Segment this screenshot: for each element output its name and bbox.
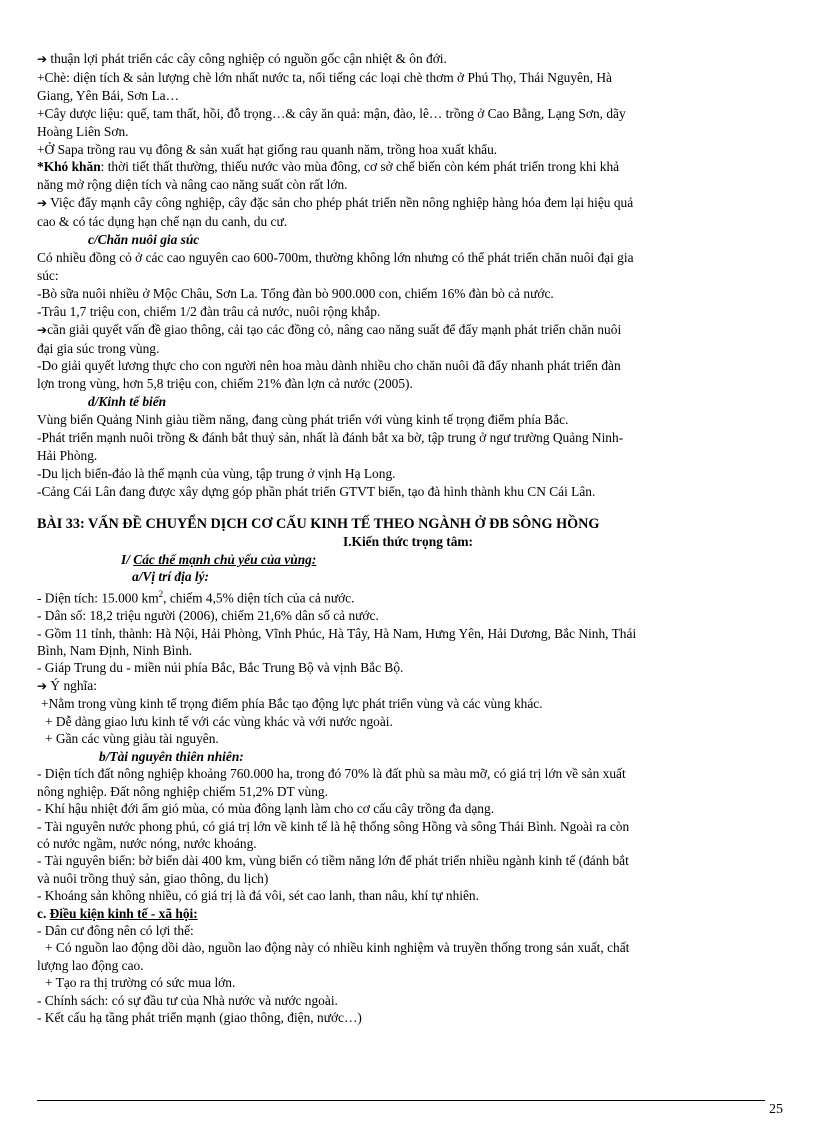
- text-line: + Dễ dàng giao lưu kinh tế với các vùng khác và với nước ngoài.: [45, 713, 393, 729]
- text-line: Hoàng Liên Sơn.: [37, 123, 129, 139]
- text-line: - Diện tích: 15.000 $km^2$, chiếm 4,5% diện tích của cả nước.: [37, 589, 355, 606]
- text-line: và nuôi trồng thuỷ sản, giao thông, du lịch): [37, 870, 269, 886]
- arrow-icon: ➔: [37, 52, 48, 66]
- text-line: cao & có tác dụng hạn chế nạn du canh, du cư.: [37, 214, 288, 230]
- text-line: +Nằm trong vùng kinh tế trọng điểm phía Bắc tạo động lực phát triển vùng và các vùng khác.: [41, 696, 543, 712]
- text-line: + Có nguồn lao động dồi dào, nguồn lao động này có nhiều kinh nghiệm và truyền thống trong sản xuất, chất: [45, 940, 630, 956]
- text-line: - Dân số: 18,2 triệu người (2006), chiếm 21,6% dân số cả nước.: [37, 608, 379, 624]
- arrow-icon: ➔: [37, 678, 48, 693]
- text-line: - Khoáng sản không nhiều, có giá trị là đá vôi, sét cao lanh, than nâu, khí tự nhiên.: [37, 888, 479, 904]
- label-kho-khan: *Khó khăn: [37, 159, 101, 175]
- text-line: + Tạo ra thị trường có sức mua lớn.: [45, 975, 236, 991]
- text-line: ➔ thuận lợi phát triển các cây công nghiệp có nguồn gốc cận nhiệt & ôn đới.: [37, 51, 447, 66]
- text-line: có nước ngầm, nước nóng, nước khoáng.: [37, 836, 257, 852]
- text-line: - Dân cư đông nên có lợi thế:: [37, 923, 194, 939]
- section-heading-c: c/Chăn nuôi gia súc: [88, 232, 200, 248]
- section-heading-c2: c. Điều kiện kinh tế - xã hội:: [37, 905, 198, 921]
- text-line: - Khí hậu nhiệt đới ẩm gió mùa, có mùa đông lạnh làm cho cơ cấu cây trồng đa dạng.: [37, 801, 495, 817]
- section-heading-d: d/Kinh tế biển: [88, 394, 167, 410]
- section-heading-b: b/Tài nguyên thiên nhiên:: [99, 748, 244, 764]
- text-line: ➔ Ý nghĩa:: [37, 677, 97, 693]
- text-line: -Phát triển mạnh nuôi trồng & đánh bắt thuỷ sản, nhất là đánh bắt xa bờ, tập trung ở ngư trường Quảng Ninh-: [37, 430, 624, 446]
- text-line: - Tài nguyên biển: bờ biển dài 400 km, vùng biển có tiềm năng lớn để phát triển nhiều ngành kinh tế (đánh bắt: [37, 853, 629, 869]
- lesson-title: BÀI 33: VẤN ĐỀ CHUYỂN DỊCH CƠ CẤU KINH TẾ THEO NGÀNH Ở ĐB SÔNG HỒNG: [37, 515, 600, 532]
- text-line: +Ở Sapa trồng rau vụ đông & sản xuất hạt giống rau quanh năm, trồng hoa xuất khẩu.: [37, 141, 498, 157]
- text-line: - Tài nguyên nước phong phú, có giá trị lớn về kinh tế là hệ thống sông Hồng và sông Thái Bình. Ngoài ra còn: [37, 818, 630, 834]
- text-line: -Cảng Cái Lân đang được xây dựng góp phần phát triển GTVT biển, tạo đà hình thành khu CN Cái Lân.: [37, 483, 596, 499]
- text-line: - Gồm 11 tỉnh, thành: Hà Nội, Hải Phòng, Vĩnh Phúc, Hà Tây, Hà Nam, Hưng Yên, Hải Dương, Bắc Ninh, Thái: [37, 625, 637, 641]
- text-line: Vùng biển Quảng Ninh giàu tiềm năng, đang cùng phát triển với vùng kinh tế trọng điểm phía Bắc.: [37, 412, 569, 428]
- text-line: súc:: [37, 267, 59, 283]
- text-line: Có nhiều đồng cỏ ở các cao nguyên cao 600-700m, thường không lớn nhưng có thể phát triển chăn nuôi đại gia: [37, 249, 634, 265]
- lesson-subtitle: I.Kiến thức trọng tâm:: [342, 533, 474, 549]
- text-line: - Giáp Trung du - miền núi phía Bắc, Bắc Trung Bộ và vịnh Bắc Bộ.: [37, 660, 404, 676]
- text-line: - Chính sách: có sự đầu tư của Nhà nước và nước ngoài.: [37, 992, 338, 1008]
- text-line: +Chè: diện tích & sản lượng chè lớn nhất nước ta, nổi tiếng các loại chè thơm ở Phú Thọ, Thái Nguyên, Hà: [37, 69, 612, 85]
- text-line: -Trâu 1,7 triệu con, chiếm 1/2 đàn trâu cả nước, nuôi rộng khắp.: [37, 303, 381, 319]
- text-line: lượng lao động cao.: [37, 957, 144, 973]
- document-page: [37, 50, 779, 1027]
- text-line: - Kết cấu hạ tầng phát triển mạnh (giao thông, điện, nước…): [37, 1010, 362, 1026]
- text-line: - Diện tích đất nông nghiệp khoảng 760.000 ha, trong đó 70% là đất phù sa màu mỡ, có giá trị lớn về sản xuất: [37, 766, 626, 782]
- text-line: -Bò sữa nuôi nhiều ở Mộc Châu, Sơn La. Tổng đàn bò 900.000 con, chiếm 16% đàn bò cả nước.: [37, 285, 554, 301]
- text-line: lợn trong vùng, hơn 5,8 triệu con, chiếm 21% đàn lợn cả nước (2005).: [37, 376, 413, 392]
- text-line: -Du lịch biển-đảo là thế mạnh của vùng, tập trung ở vịnh Hạ Long.: [37, 465, 396, 481]
- text-line: năng mở rộng diện tích và nâng cao năng suất còn rất lớn.: [37, 177, 348, 193]
- text-line: nông nghiệp. Đất nông nghiệp chiếm 51,2% DT vùng.: [37, 783, 328, 799]
- text-line: đại gia súc trong vùng.: [37, 340, 160, 356]
- text-line: Bình, Nam Định, Ninh Bình.: [37, 643, 193, 659]
- section-heading-a: a/Vị trí địa lý:: [132, 569, 209, 585]
- text-line: Hải Phòng.: [37, 447, 98, 463]
- text-line: *Khó khăn: thời tiết thất thường, thiếu nước vào mùa đông, cơ sở chế biến còn kém phát triển trong khi khả: [37, 159, 620, 175]
- section-heading-I: I/ Các thế mạnh chủ yếu của vùng:: [121, 551, 317, 567]
- page-number: 25: [769, 1102, 783, 1117]
- text-line: -Do giải quyết lương thực cho con người nên hoa màu dành nhiều cho chăn nuôi đã đẩy nhanh phát triển đàn: [37, 358, 621, 374]
- text-line: + Gần các vùng giàu tài nguyên.: [45, 731, 219, 747]
- arrow-icon: ➔: [37, 196, 48, 211]
- text-line: Giang, Yên Bái, Sơn La…: [37, 87, 179, 103]
- text-line: ➔cần giải quyết vấn đề giao thông, cải tạo các đồng cỏ, nâng cao năng suất để đẩy mạnh phát triển chăn nuôi: [37, 321, 622, 337]
- text-line: +Cây dược liệu: quế, tam thất, hồi, đỗ trọng…& cây ăn quả: mận, đào, lê… trồng ở Cao Bằng, Lạng Sơn, dãy: [37, 105, 626, 121]
- footer-divider: [37, 1100, 765, 1101]
- arrow-icon: ➔: [37, 322, 48, 337]
- text-line: ➔ Việc đẩy mạnh cây công nghiệp, cây đặc sản cho phép phát triển nền nông nghiệp hàng hóa đem lại hiệu quả: [37, 195, 634, 211]
